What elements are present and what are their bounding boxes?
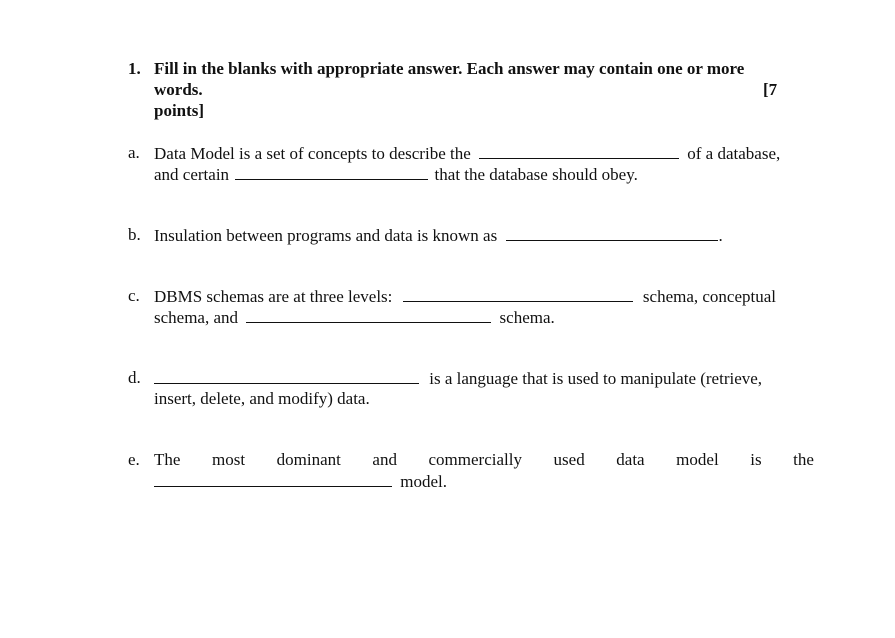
item-a-line1 bbox=[154, 143, 780, 164]
item-a-line2-after: that the database should obey. bbox=[434, 165, 638, 184]
item-e-marker: e. bbox=[128, 450, 140, 469]
item-c-line2-before: schema, and bbox=[154, 308, 239, 327]
item-e-word: The bbox=[154, 450, 181, 469]
item-a-blank-2[interactable] bbox=[235, 164, 428, 180]
item-c-line2 bbox=[154, 307, 555, 328]
item-a-marker: a. bbox=[128, 143, 140, 162]
item-c-blank-2[interactable] bbox=[246, 307, 491, 323]
item-e-line2 bbox=[154, 471, 447, 492]
item-e-word: used bbox=[553, 450, 585, 469]
item-d-line1 bbox=[154, 368, 762, 389]
item-e-word: model bbox=[676, 450, 719, 469]
item-b-line bbox=[154, 225, 723, 246]
item-a-line2 bbox=[154, 164, 638, 185]
item-e-word: commercially bbox=[428, 450, 522, 469]
question-text-line2: words. bbox=[154, 80, 203, 99]
item-d-blank[interactable] bbox=[154, 368, 419, 384]
item-e-blank[interactable] bbox=[154, 471, 392, 487]
item-a-blank-1[interactable] bbox=[479, 143, 679, 159]
item-c-blank-1[interactable] bbox=[403, 286, 633, 302]
item-a-line1-before: Data Model is a set of concepts to describe the bbox=[154, 144, 471, 163]
item-b-text-after: . bbox=[718, 226, 723, 245]
item-e-line2-after: model. bbox=[400, 472, 447, 491]
item-a-line1-after: of a database, bbox=[687, 144, 781, 163]
question-text-line1: Fill in the blanks with appropriate answer. Each answer may contain one or more bbox=[154, 59, 745, 78]
item-b-marker: b. bbox=[128, 225, 141, 244]
item-c-line2-after: schema. bbox=[499, 308, 555, 327]
item-e-word: most bbox=[212, 450, 246, 469]
item-c-line1-after: schema, conceptual bbox=[642, 287, 777, 306]
item-b-blank[interactable] bbox=[506, 225, 718, 241]
item-d-marker: d. bbox=[128, 368, 141, 387]
item-c-marker: c. bbox=[128, 286, 140, 305]
item-c-line1 bbox=[154, 286, 776, 307]
item-c-line1-before: DBMS schemas are at three levels: bbox=[154, 287, 393, 306]
item-e-word: the bbox=[793, 450, 814, 469]
question-points-part2: points] bbox=[154, 101, 205, 120]
item-e-word: is bbox=[750, 450, 762, 469]
question-number: 1. bbox=[128, 59, 141, 78]
item-d-line2: insert, delete, and modify) data. bbox=[154, 389, 370, 408]
item-b-text-before: Insulation between programs and data is known as bbox=[154, 226, 498, 245]
item-e-word: and bbox=[372, 450, 397, 469]
item-a-line2-before: and certain bbox=[154, 165, 230, 184]
item-e-word: data bbox=[616, 450, 645, 469]
item-d-line1-after: is a language that is used to manipulate (retrieve, bbox=[429, 369, 763, 388]
item-e-line1 bbox=[154, 450, 814, 470]
question-points-part1: [7 bbox=[763, 80, 778, 99]
item-e-word: dominant bbox=[276, 450, 341, 469]
